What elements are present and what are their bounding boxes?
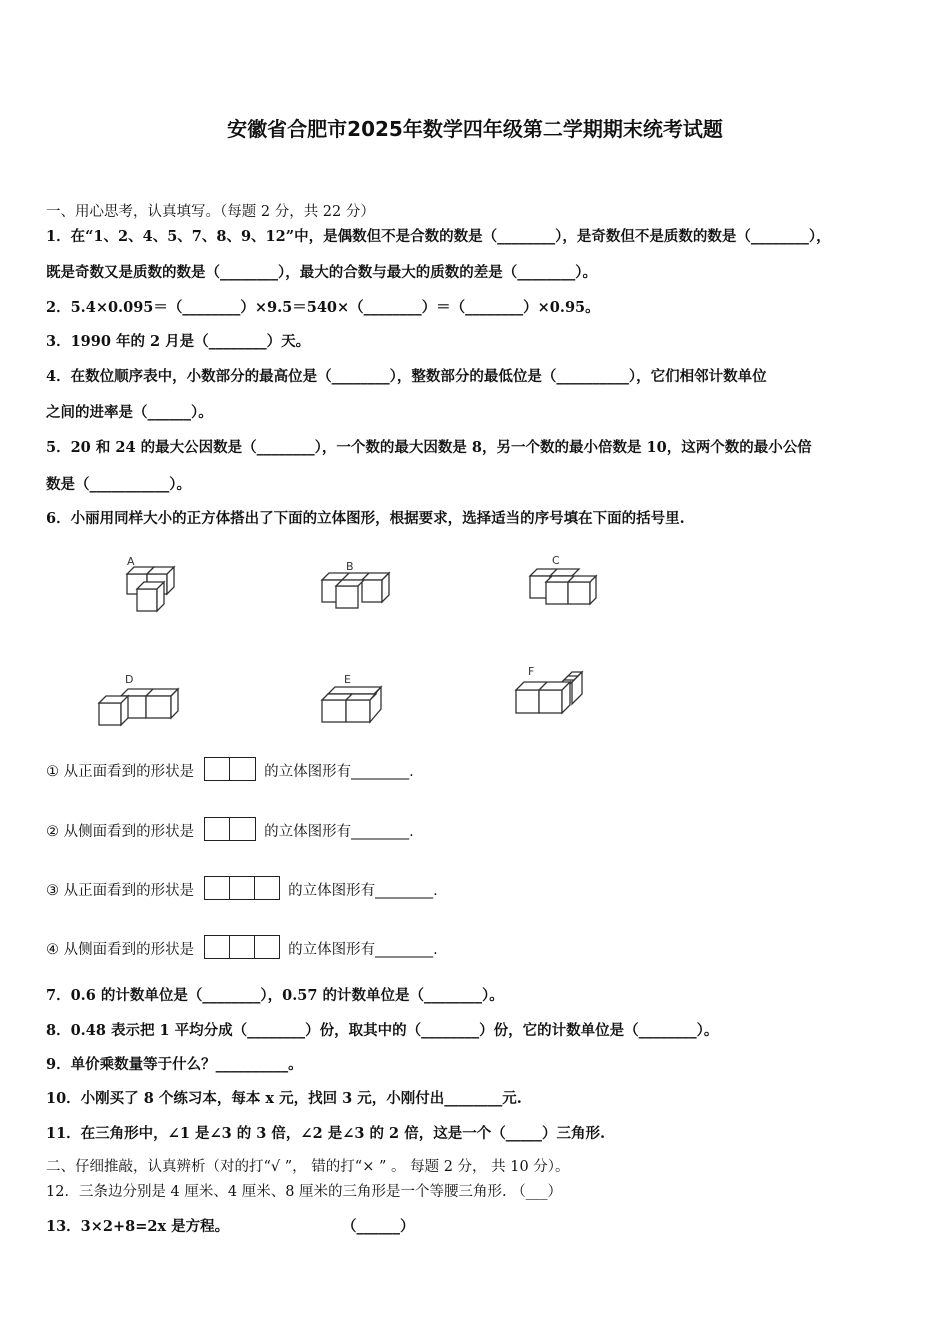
figure-f-label: F — [528, 665, 535, 678]
section-1-heading: 一、用心思考，认真填写。（每题 2 分，共 22 分） — [46, 204, 375, 220]
two-square-front-shape-icon — [204, 757, 256, 781]
question-9: 9．单价乘数量等于什么？__________。 — [46, 1056, 303, 1073]
sub-question-3 — [46, 879, 438, 903]
page-title: 安徽省合肥市2025年数学四年级第二学期期末统考试题 — [227, 117, 723, 141]
sub-question-4-prefix: ④ 从侧面看到的形状是 — [46, 942, 195, 958]
figure-d-label: D — [125, 673, 134, 686]
question-8: 8．0.48 表示把 1 平均分成（________）份，取其中的（________）份，它的计数单位是（________）。 — [46, 1022, 719, 1039]
sub-question-2 — [46, 820, 414, 844]
sub-question-2-prefix: ② 从侧面看到的形状是 — [46, 824, 195, 840]
figure-c — [526, 552, 606, 610]
question-13-answer-blank: （______） — [342, 1218, 415, 1235]
question-10: 10．小刚买了 8 个练习本，每本 x 元，找回 3 元，小刚付出________元. — [46, 1090, 522, 1107]
sub-question-1 — [46, 760, 414, 784]
question-5-line-1: 5．20 和 24 的最大公因数是（________），一个数的最大因数是 8，另一个数的最小倍数是 10，这两个数的最小公倍 — [46, 439, 812, 456]
sub-question-1-prefix: ① 从正面看到的形状是 — [46, 764, 195, 780]
question-1-line-1: 1．在“1、2、4、5、7、8、9、12”中，是偶数但不是合数的数是（________），是奇数但不是质数的数是（________）， — [46, 228, 831, 245]
three-square-side-shape-icon — [204, 935, 280, 959]
two-square-side-shape-icon — [204, 817, 256, 841]
sub-question-4 — [46, 938, 438, 962]
figure-e — [318, 670, 398, 728]
question-4-line-1: 4．在数位顺序表中，小数部分的最高位是（________），整数部分的最低位是（__________），它们相邻计数单位 — [46, 368, 767, 385]
figure-b — [318, 558, 398, 614]
sub-question-2-suffix: 的立体图形有________. — [264, 824, 414, 840]
question-13: 13．3×2+8=2x 是方程。 — [46, 1218, 230, 1235]
sub-question-3-prefix: ③ 从正面看到的形状是 — [46, 883, 195, 899]
question-5-line-2: 数是（___________）。 — [46, 476, 191, 493]
question-4-line-2: 之间的进率是（______）。 — [46, 404, 213, 421]
question-11: 11．在三角形中，∠1 是∠3 的 3 倍，∠2 是∠3 的 2 倍，这是一个（_____）三角形. — [46, 1125, 605, 1142]
sub-question-3-suffix: 的立体图形有________. — [288, 883, 438, 899]
question-12: 12．三条边分别是 4 厘米、4 厘米、8 厘米的三角形是一个等腰三角形. （___） — [46, 1184, 563, 1200]
sub-question-1-suffix: 的立体图形有________. — [264, 764, 414, 780]
question-3: 3．1990 年的 2 月是（________）天。 — [46, 333, 311, 350]
figure-d — [95, 670, 185, 730]
section-2-heading: 二、仔细推敲，认真辨析（对的打“√ ”， 错的打“× ” 。 每题 2 分， 共 10 分）。 — [46, 1159, 570, 1175]
three-square-front-shape-icon — [204, 876, 280, 900]
question-2: 2．5.4×0.095＝（________）×9.5＝540×（________）＝（________）×0.95。 — [46, 299, 600, 316]
figure-f — [512, 662, 592, 722]
figure-c-label: C — [552, 554, 560, 567]
figure-b-label: B — [346, 560, 354, 573]
figure-a — [115, 553, 185, 617]
question-6: 6．小丽用同样大小的正方体搭出了下面的立体图形，根据要求，选择适当的序号填在下面的括号里. — [46, 510, 685, 527]
question-7: 7．0.6 的计数单位是（________），0.57 的计数单位是（________）。 — [46, 987, 504, 1004]
figure-a-label: A — [127, 555, 135, 568]
figure-e-label: E — [344, 673, 351, 686]
sub-question-4-suffix: 的立体图形有________. — [288, 942, 438, 958]
question-1-line-2: 既是奇数又是质数的数是（________），最大的合数与最大的质数的差是（________）。 — [46, 264, 597, 281]
